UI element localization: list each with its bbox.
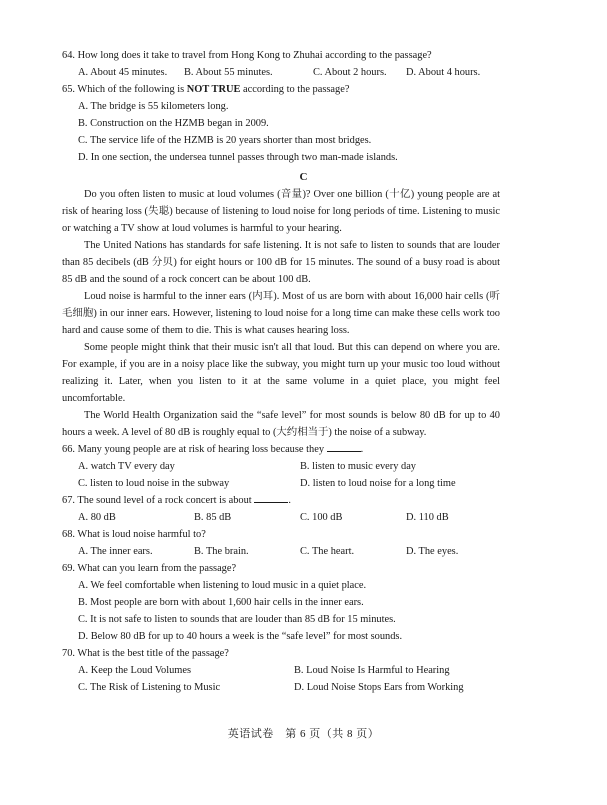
option-c[interactable]: C. About 2 hours. (313, 67, 387, 78)
option-d[interactable]: D. 110 dB (406, 512, 449, 523)
question-66: 66. Many young people are at risk of hearing loss because they . (62, 441, 562, 458)
passage-paragraph: Loud noise is harmful to the inner ears (内耳). Most of us are born with about 16,000 hair cells (听毛细胞) in our inner ears. However, listening to loud noise for a long time can make these cells work too hard and cause some of them to die. This is what causes hearing loss. (62, 291, 500, 336)
option-c[interactable]: C. 100 dB (300, 512, 343, 523)
passage-paragraph: Some people might think that their music isn't all that loud. But this can depend on where you are. For example, if you are in a noisy place like the subway, you might turn up your music too loud without realizing it. Later, when you listen to it at the same volume in a quiet place, you might feel uncomfortable. (62, 342, 500, 404)
options-67 (78, 509, 498, 526)
question-69 (62, 560, 562, 577)
option-c[interactable]: C. The heart. (300, 546, 355, 557)
option-d[interactable]: D. In one section, the undersea tunnel passes through two man-made islands. (78, 152, 398, 163)
question-text-pre: Which of the following is (77, 84, 187, 95)
option-d[interactable]: D. Below 80 dB for up to 40 hours a week is the “safe level” for most sounds. (78, 631, 403, 642)
section-heading: C (299, 171, 308, 183)
page-footer: 英语试卷 第 6 页（共 8 页） (227, 728, 380, 740)
option-b[interactable]: B. The brain. (194, 546, 249, 557)
option-b[interactable]: B. About 55 minutes. (184, 67, 273, 78)
options-68 (78, 543, 498, 560)
question-64 (62, 47, 562, 64)
question-text: The sound level of a rock concert is about (77, 495, 252, 506)
answer-blank (327, 441, 361, 452)
option-c[interactable]: C. listen to loud noise in the subway (78, 478, 230, 489)
question-number: 70. (62, 648, 75, 659)
option-c[interactable]: C. The service life of the HZMB is 20 years shorter than most bridges. (78, 135, 372, 146)
option-a[interactable]: A. watch TV every day (78, 461, 175, 472)
option-d[interactable]: D. Loud Noise Stops Ears from Working (294, 682, 464, 693)
question-65 (62, 81, 562, 98)
option-b[interactable]: B. Loud Noise Is Harmful to Hearing (294, 665, 450, 676)
option-b[interactable]: B. listen to music every day (300, 461, 417, 472)
question-text: What can you learn from the passage? (77, 563, 237, 574)
option-c[interactable]: C. It is not safe to listen to sounds that are louder than 85 dB for 15 minutes. (78, 614, 396, 625)
option-a[interactable]: A. The inner ears. (78, 546, 153, 557)
option-b[interactable]: B. Most people are born with about 1,600 hair cells in the inner ears. (78, 597, 364, 608)
option-d[interactable]: D. The eyes. (406, 546, 459, 557)
option-a[interactable]: A. We feel comfortable when listening to loud music in a quiet place. (78, 580, 367, 591)
option-b[interactable]: B. 85 dB (194, 512, 232, 523)
options-64 (78, 64, 498, 81)
options-66-row1 (78, 458, 498, 475)
option-d[interactable]: D. About 4 hours. (406, 67, 481, 78)
question-number: 69. (62, 563, 75, 574)
question-text: What is loud noise harmful to? (77, 529, 206, 540)
option-a[interactable]: A. About 45 minutes. (78, 67, 168, 78)
passage-paragraph: Do you often listen to music at loud volumes (音量)? Over one billion (十亿) young people are at risk of hearing loss (失聪) because of listening to loud noise for long periods of time. Listening to music or watching a TV show at loud volumes is harmful to your hearing. (62, 189, 500, 234)
question-number: 67. (62, 495, 75, 506)
option-a[interactable]: A. The bridge is 55 kilometers long. (78, 101, 229, 112)
question-number: 68. (62, 529, 75, 540)
passage-paragraph: The World Health Organization said the “safe level” for most sounds is below 80 dB for up to 40 hours a week. A level of 80 dB is roughly equal to (大约相当于) the noise of a subway. (62, 410, 500, 438)
options-66-row2 (78, 475, 498, 492)
answer-blank (254, 492, 288, 503)
question-text: What is the best title of the passage? (77, 648, 229, 659)
question-67: 67. The sound level of a rock concert is about . (62, 492, 562, 509)
option-c[interactable]: C. The Risk of Listening to Music (78, 682, 221, 693)
question-68 (62, 526, 562, 543)
options-70-row2 (78, 679, 498, 696)
option-b[interactable]: B. Construction on the HZMB began in 2009. (78, 118, 269, 129)
question-text-post: according to the passage? (240, 84, 350, 95)
question-number: 66. (62, 444, 75, 455)
question-text-emphasis: NOT TRUE (186, 84, 241, 95)
passage-paragraph: The United Nations has standards for safe listening. It is not safe to listen to sounds that are louder than 85 decibels (dB 分贝) for eight hours or 100 dB for 15 minutes. The sound of a busy road is about 85 dB and the sound of a rock concert can be about 100 dB. (62, 240, 500, 285)
question-number: 65. (62, 84, 75, 95)
option-a[interactable]: A. 80 dB (78, 512, 116, 523)
option-d[interactable]: D. listen to loud noise for a long time (300, 478, 456, 489)
option-a[interactable]: A. Keep the Loud Volumes (78, 665, 192, 676)
question-text: How long does it take to travel from Hong Kong to Zhuhai according to the passage? (77, 50, 432, 61)
options-70-row1 (78, 662, 498, 679)
question-number: 64. (62, 50, 75, 61)
question-text: Many young people are at risk of hearing loss because they (77, 444, 325, 455)
question-70 (62, 645, 562, 662)
